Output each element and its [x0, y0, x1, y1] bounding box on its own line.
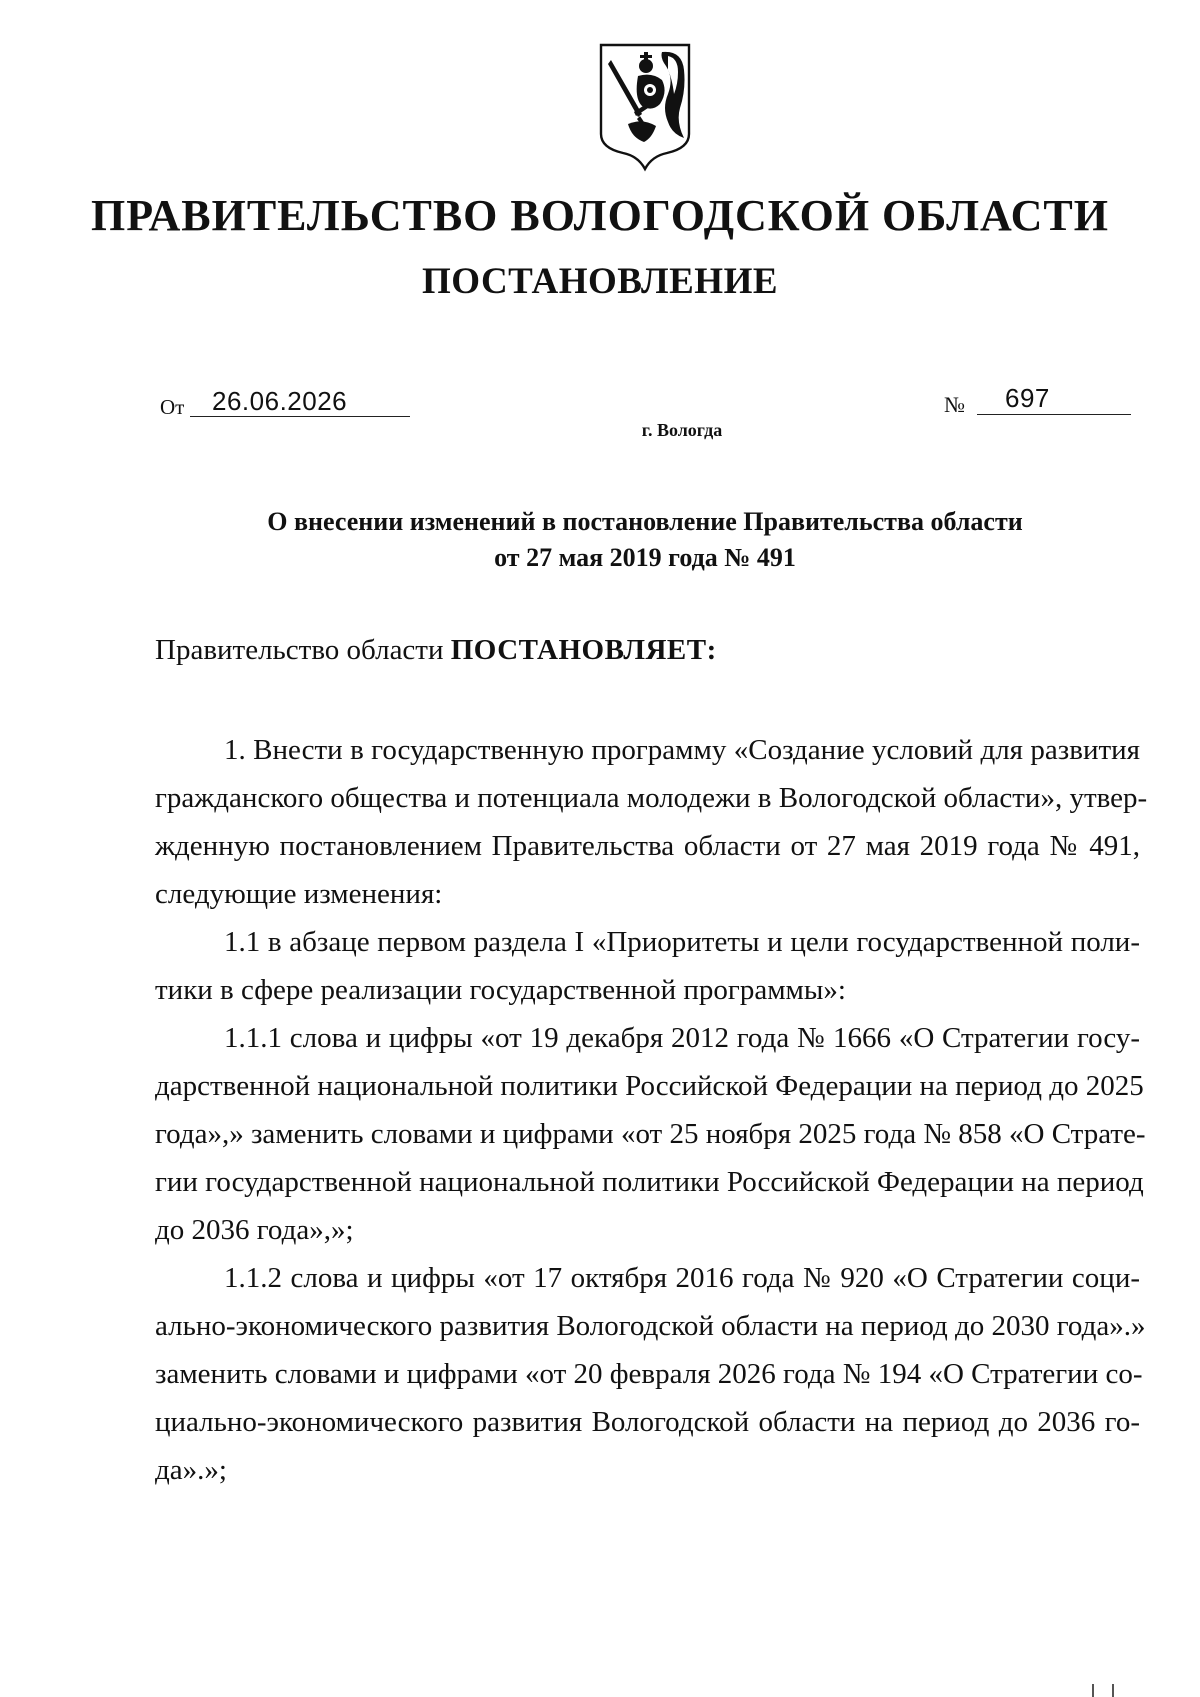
date-prefix: От — [160, 395, 185, 419]
city-label: г. Вологда — [641, 420, 723, 440]
government-title: ПРАВИТЕЛЬСТВО ВОЛОГОДСКОЙ ОБЛАСТИ — [91, 191, 1109, 240]
number-underline — [977, 384, 1131, 415]
body-line: жденную постановлением Правительства области от 27 мая 2019 года № 491, — [155, 830, 1140, 862]
body-line: да».»; — [155, 1454, 227, 1486]
body-line: 1.1.1 слова и цифры «от 19 декабря 2012 года № 1666 «О Стратегии госу- — [224, 1022, 1140, 1054]
body-line: циально-экономического развития Вологодской области на период до 2036 го- — [155, 1406, 1140, 1438]
body-line: тики в сфере реализации государственной программы»: — [155, 974, 846, 1006]
body-line: дарственной национальной политики Российской Федерации на период до 2025 — [155, 1070, 1144, 1102]
document-number: 697 — [1005, 383, 1050, 413]
document-type-title: ПОСТАНОВЛЕНИЕ — [421, 261, 779, 302]
body-line: гии государственной национальной политики Российской Федерации на период — [155, 1166, 1144, 1198]
document-date: 26.06.2026 — [212, 386, 348, 416]
body-line: заменить словами и цифрами «от 20 февраля 2026 года № 194 «О Стратегии со- — [155, 1358, 1143, 1390]
body-line: до 2036 года»,»; — [155, 1214, 354, 1246]
preamble — [155, 630, 717, 670]
body-line: ально-экономического развития Вологодской области на период до 2030 года».» — [155, 1310, 1146, 1342]
subject-line-2: от 27 мая 2019 года № 491 — [494, 543, 796, 572]
coat-of-arms-emblem — [598, 42, 692, 172]
scan-mark — [1092, 1684, 1094, 1697]
body-line: следующие изменения: — [155, 878, 443, 910]
body-line: 1.1 в абзаце первом раздела I «Приоритеты и цели государственной поли- — [224, 926, 1140, 958]
scan-mark — [1112, 1684, 1114, 1697]
preamble-verb: ПОСТАНОВЛЯЕТ: — [450, 634, 717, 666]
document-subject — [0, 504, 1200, 576]
body-line: гражданского общества и потенциала молодежи в Вологодской области», утвер- — [155, 782, 1148, 814]
preamble-text: Правительство области — [155, 634, 451, 666]
body-line: 1. Внести в государственную программу «Создание условий для развития — [224, 734, 1140, 766]
body-line: года»,» заменить словами и цифрами «от 25 ноября 2025 года № 858 «О Страте- — [155, 1118, 1146, 1150]
number-prefix: № — [944, 392, 965, 417]
subject-line-1: О внесении изменений в постановление Правительства области — [267, 507, 1023, 536]
body-line: 1.1.2 слова и цифры «от 17 октября 2016 года № 920 «О Стратегии соци- — [224, 1262, 1140, 1294]
